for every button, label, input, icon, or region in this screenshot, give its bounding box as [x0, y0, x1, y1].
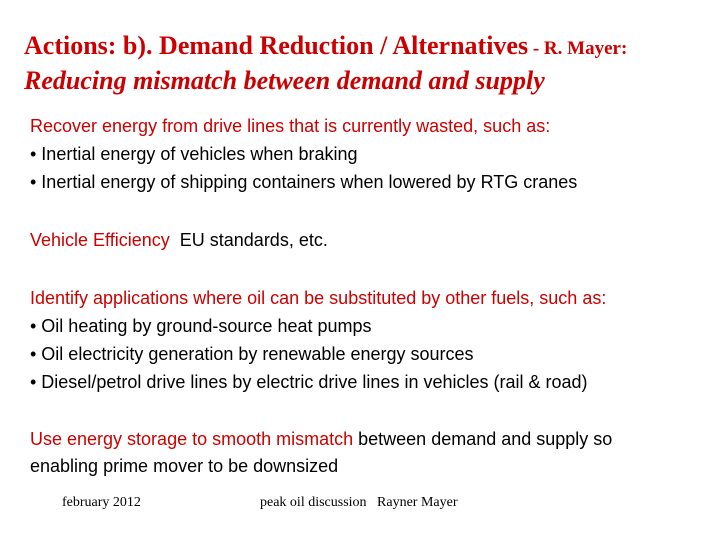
- substitute-bullet-2: • Oil electricity generation by renewable energy sources: [30, 344, 474, 364]
- section-energy-storage: [30, 426, 700, 480]
- title-author: R. Mayer:: [543, 38, 628, 59]
- section-recover-energy: [30, 112, 700, 196]
- slide-title: [24, 30, 704, 97]
- title-subtitle: Reducing mismatch between demand and supply: [24, 66, 545, 95]
- substitute-heading: Identify applications where oil can be substituted by other fuels, such as:: [30, 288, 607, 308]
- recover-heading: Recover energy from drive lines that is currently wasted, such as:: [30, 116, 551, 136]
- section-substitute-oil: [30, 284, 700, 396]
- title-prefix: Actions: b). Demand Reduction / Alternatives: [24, 31, 529, 60]
- substitute-bullet-1: • Oil heating by ground-source heat pumps: [30, 316, 372, 336]
- substitute-bullet-3: • Diesel/petrol drive lines by electric drive lines in vehicles (rail & road): [30, 372, 588, 392]
- title-line-main: [24, 30, 704, 65]
- footer-date: february 2012: [62, 495, 141, 510]
- efficiency-heading: Vehicle Efficiency: [30, 230, 170, 250]
- storage-rest-line1: between demand and supply so: [353, 429, 613, 449]
- recover-bullet-1: • Inertial energy of vehicles when braking: [30, 144, 358, 164]
- storage-line2: enabling prime mover to be downsized: [30, 456, 339, 476]
- title-dash: -: [528, 38, 544, 59]
- section-vehicle-efficiency: [30, 226, 700, 254]
- storage-heading: Use energy storage to smooth mismatch: [30, 429, 354, 449]
- footer-presenter: peak oil discussion Rayner Mayer: [260, 495, 458, 510]
- efficiency-detail: EU standards, etc.: [179, 230, 328, 250]
- recover-bullet-2: • Inertial energy of shipping containers when lowered by RTG cranes: [30, 172, 578, 192]
